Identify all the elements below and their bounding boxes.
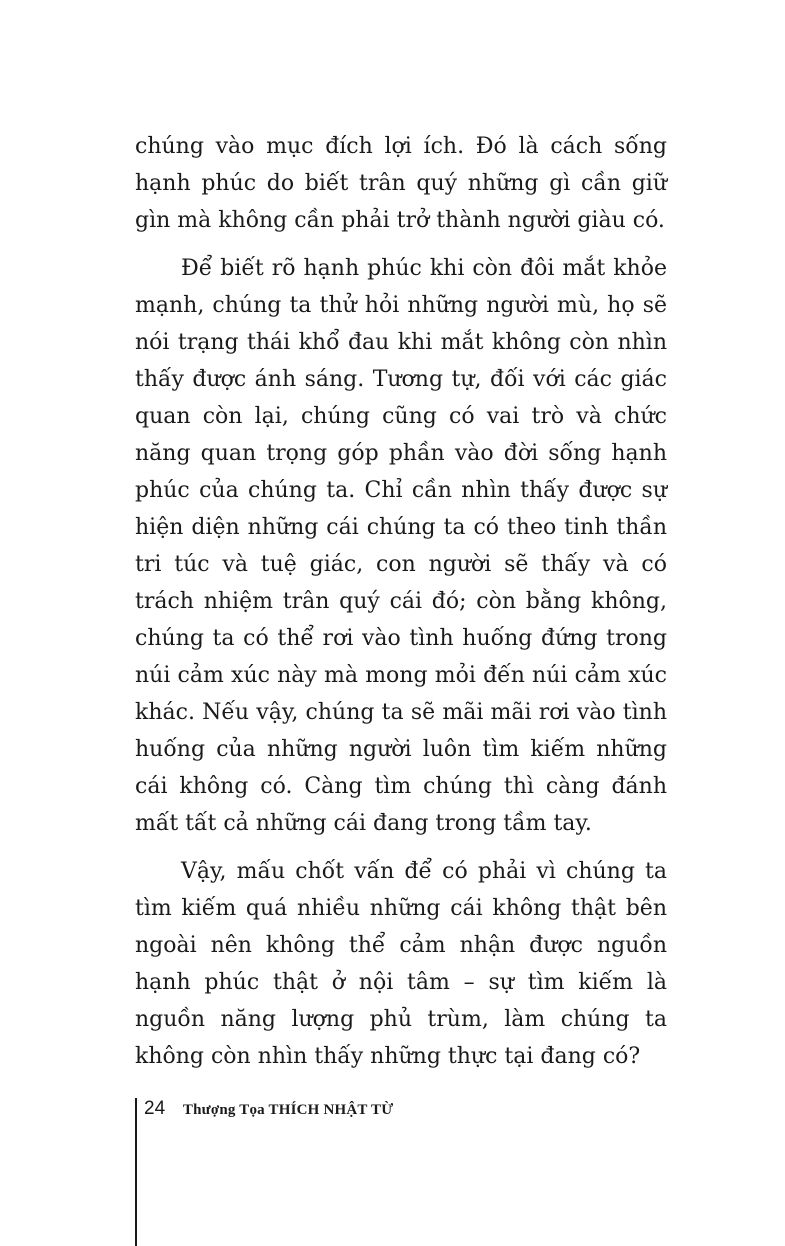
- footer-vertical-rule: [135, 1098, 137, 1246]
- page-footer: [144, 1097, 393, 1122]
- paragraph-3: Vậy, mấu chốt vấn để có phải vì chúng ta tìm kiếm quá nhiều những cái không thật bên ngoài nên không thể cảm nhận được nguồn hạnh phúc thật ở nội tâm – sự tìm kiếm là nguồn năng lượng phủ trùm, làm chúng ta không còn nhìn thấy những thực tại đang có?: [135, 859, 667, 1069]
- paragraph-2: Để biết rõ hạnh phúc khi còn đôi mắt khỏe mạnh, chúng ta thử hỏi những người mù, họ sẽ nói trạng thái khổ đau khi mắt không còn nhìn thấy được ánh sáng. Tương tự, đối với các giác quan còn lại, chúng cũng có vai trò và chức năng quan trọng góp phần vào đời sống hạnh phúc của chúng ta. Chỉ cần nhìn thấy được sự hiện diện những cái chúng ta có theo tinh thần tri túc và tuệ giác, con người sẽ thấy và có trách nhiệm trân quý cái đó; còn bằng không, chúng ta có thể rơi vào tình huống đứng trong núi cảm xúc này mà mong mỏi đến núi cảm xúc khác. Nếu vậy, chúng ta sẽ mãi mãi rơi vào tình huống của những người luôn tìm kiếm những cái không có. Càng tìm chúng thì càng đánh mất tất cả những cái đang trong tầm tay.: [135, 256, 667, 836]
- page-number: 24: [144, 1098, 166, 1119]
- body-text: [135, 128, 667, 1075]
- running-head-author: Thượng Tọa THÍCH NHẬT TỪ: [182, 1102, 394, 1118]
- paragraph-1: chúng vào mục đích lợi ích. Đó là cách sống hạnh phúc do biết trân quý những gì cần giữ gìn mà không cần phải trở thành người giàu có.: [135, 134, 667, 233]
